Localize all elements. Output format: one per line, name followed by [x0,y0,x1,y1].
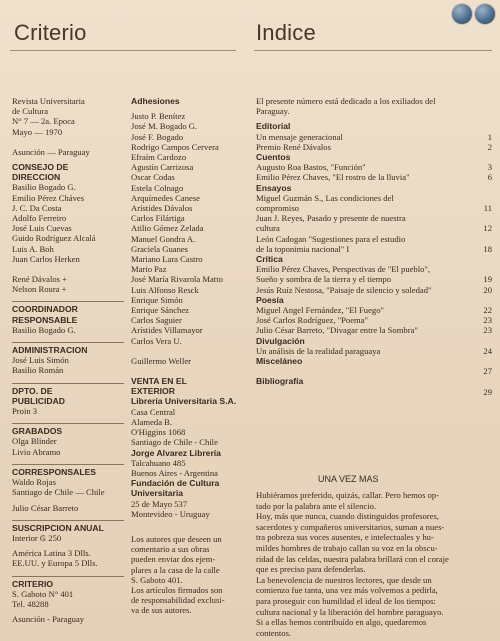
index-entry [256,305,492,315]
dedication-line: El presente número está dedicado a los exiliados del [256,96,436,106]
adherent-name: Oscar Codas [131,172,175,183]
divider [12,423,124,424]
divider [12,576,124,577]
index-entry-page: 6 [487,172,492,183]
adherent-name: Rodrigo Campos Cervera [131,141,219,152]
index-entry-page: 2 [487,141,492,152]
divider [12,342,124,343]
staff-name: Julio César Barreto [12,502,79,513]
index-entry-text: Miguel Angel Fernández, "El Fuego" [256,305,385,316]
index-entry-page: 29 [483,386,492,397]
essay-line: contentos. [256,627,292,638]
index-entry-text: Miguel Guzmán S., Las condiciones del [256,192,394,203]
section-heading: CONSEJO DE [12,162,69,173]
index-entry-text: José Carlos Rodríguez, "Poema" [256,315,369,326]
divider [12,301,124,302]
essay-line: cultura nacional y la liberación del hombre paraguayo. [256,606,444,617]
index-entry-page: 22 [483,305,492,316]
section-heading: GRABADOS [12,426,63,437]
index-entry [256,264,492,274]
bookstore-name: Jorge Alvarez Librería [131,447,221,458]
section-heading: RESPONSABLE [12,314,78,325]
index-entry [256,325,492,335]
staff-name: Basilio Bogado G. [12,324,76,335]
address-line: Buenos Aires - Argentina [131,467,218,478]
index-entry-text: Sueño y sombra de la tierra y el tiempo [256,274,392,285]
staff-name: Waldo Rojas [12,477,56,488]
masthead-line: Mayo — 1970 [12,126,63,137]
index-entry-text: León Cadogan "Sugestiones para el estudio [256,233,406,244]
adherent-name: Manuel Gondra A. [131,233,196,244]
masthead-column [12,96,124,624]
index-entry [256,285,492,295]
staff-name: Adolfo Ferreiro [12,213,67,224]
author-note: comentario a sus obras [131,544,210,555]
staff-name: Juan Carlos Herken [12,253,80,264]
staff-name: Basilio Bogado G. [12,182,76,193]
index-entry-page: 12 [483,223,492,234]
index-entry [256,244,492,254]
adherent-name: Carlos Filártiga [131,213,185,224]
index-entry [256,162,492,172]
address-line: O'Higgins 1068 [131,427,186,438]
staff-name: Livio Abramo [12,446,61,457]
index-entry-page: 24 [483,345,492,356]
section-heading: Adhesiones [131,96,180,106]
index-entry [256,387,492,397]
staff-name: Olga Blinder [12,436,57,447]
section-heading: DIRECCION [12,172,61,183]
adhesiones-column [131,96,251,616]
index-entry [256,172,492,182]
logo-circle-icon [452,4,472,24]
index-entry-text: Jesús Ruíz Nestosa, "Paisaje de silencio y soledad" [256,284,432,295]
index-section-title: Cuentos [256,152,291,163]
index-entry [256,132,492,142]
indice-title: Indice [256,20,316,45]
staff-name: René Dávalos + [12,274,67,285]
index-section-title: Poesía [256,294,284,305]
essay-line: mildes hombres de trabajo callan su voz en la obscu- [256,542,438,553]
index-entry-text: cultura [256,223,280,234]
index-list [256,121,492,396]
index-entry-text: de la toponimia nacional" I [256,243,350,254]
index-entry-page: 20 [483,284,492,295]
adherent-name: Estela Colnago [131,182,184,193]
dedication-line: Paraguay. [256,106,290,117]
author-note: S. Gaboto 401. [131,574,183,585]
staff-name: José Luis Cuevas [12,223,72,234]
author-note: pueden enviar dos ejem- [131,554,216,565]
author-note: va de sus autores. [131,605,192,616]
staff-name: Luis A. Boh [12,243,54,254]
index-entry-page: 18 [483,243,492,254]
adherent-name: Justo P. Benítez [131,111,186,122]
essay-line: La benevolencia de nuestros lectores, que desde un [256,574,432,585]
address-line: Tel. 48288 [12,598,49,609]
index-entry-page: 11 [483,203,492,214]
index-entry [256,223,492,233]
address-line: 25 de Mayo 537 [131,498,188,509]
masthead-line: de Cultura [12,106,49,117]
divider [12,464,124,465]
index-section-title: Editorial [256,121,291,132]
bookstore-name: Universitaria [131,488,184,499]
adherent-name: Arquímedes Canese [131,192,200,203]
staff-name: J. C. Da Costa [12,202,62,213]
index-entry [256,366,492,376]
divider [12,520,124,521]
index-entry [256,274,492,284]
address-line: Santiago de Chile - Chile [131,437,218,448]
right-header-rule [254,50,492,51]
address-line: Montevideo - Uruguay [131,508,210,519]
author-note: de responsabilidad exclusi- [131,595,225,606]
address-line: Talcahuano 485 [131,457,186,468]
adherent-name: Mariano Lara Castro [131,254,203,265]
adherent-name: Efraím Cardozo [131,152,187,163]
index-section-title: Ensayos [256,182,292,193]
section-heading: SUSCRIPCION ANUAL [12,522,104,533]
index-entry-text: Un mensaje generacional [256,131,343,142]
adherent-name: José María Rivarola Matto [131,274,223,285]
index-entry [256,234,492,244]
essay-line: sacerdotes y compañeros universitarios, suman a nues- [256,521,445,532]
section-heading: DPTO. DE [12,385,53,396]
index-entry [256,193,492,203]
author-note: Los autores que deseen un [131,533,222,544]
essay-body [256,490,492,638]
logo-circle-icon [475,4,495,24]
left-header-rule [10,50,236,51]
essay-line: ridad de las celdas, nuestra palabra brillará con el coraje [256,553,449,564]
index-entry-page: 27 [483,366,492,377]
adherent-name: Luis Alfonso Resck [131,284,199,295]
index-entry [256,346,492,356]
staff-name: Basilio Román [12,365,64,376]
adherent-name: José F. Bogado [131,131,184,142]
index-section-title: Divulgación [256,335,305,346]
essay-title: UNA VEZ MAS [318,474,379,484]
bookstore-name: Librería Universitaria S.A. [131,396,237,407]
staff-name: Santiago de Chile — Chile [12,487,105,498]
essay-line: Si a ellas hemos contribuído en algo, quedaremos [256,617,427,628]
index-section-title: Misceláneo [256,356,303,367]
staff-name: Proin 3 [12,406,38,417]
essay-line: comienzo fue tanta, una vez más volvemos a pedirla, [256,585,438,596]
address-line: Casa Central [131,406,176,417]
staff-name: José Luis Simón [12,355,69,366]
subscription-price: América Latina 3 Dlls. [12,548,91,559]
index-entry [256,213,492,223]
index-entry [256,203,492,213]
adherent-name: Carlos Vera U. [131,335,182,346]
index-entry-page: 1 [487,131,492,142]
bookstore-name: Fundación de Cultura [131,478,220,489]
index-entry-text: Un análisis de la realidad paraguaya [256,345,381,356]
address-line: Asunción - Paraguay [12,614,85,625]
index-entry-page: 23 [483,325,492,336]
index-entry-page: 23 [483,315,492,326]
adherent-name: Carlos Saguier [131,315,182,326]
index-entry-text: Emilio Pérez Chaves, "El rostro de la lluvia" [256,172,410,183]
index-column [256,96,492,397]
divider [12,383,124,384]
section-heading: CORRESPONSALES [12,466,97,477]
subscription-price: Interior ₲ 250 [12,532,62,543]
index-entry-text: compromiso [256,203,299,214]
adherent-name: Graciela Guanes [131,243,189,254]
adherent-name: Arístides Villamayor [131,325,203,336]
adherent-name: Enrique Simón [131,294,183,305]
adherent-name: José M. Bogado G. [131,121,198,132]
adherent-name: Enrique Sánchez [131,305,189,316]
essay-line: tado por la palabra ante el silencio. [256,500,377,511]
criterio-title: Criterio [14,20,87,45]
author-note: Los artículos firmados son [131,584,223,595]
index-entry-text: Emilio Pérez Chaves, Perspectivas de "El pueblo", [256,264,431,275]
index-entry-page: 3 [487,162,492,173]
index-entry-text: Premio René Dávalos [256,141,331,152]
section-heading: COORDINADOR [12,304,78,315]
masthead-place: Asunción — Paraguay [12,146,90,157]
index-entry-text: Julio César Barreto, "Divagar entre la Sombra" [256,325,418,336]
section-heading: VENTA EN EL [131,376,187,387]
essay-line: para proseguir con humildad el ideal de los tiempos: [256,595,436,606]
index-entry-page: 19 [483,274,492,285]
section-heading: CRITERIO [12,578,54,589]
index-entry [256,315,492,325]
essay-line: que es preciso para defenderlas. [256,564,366,575]
adherent-name: Arístides Dávalos [131,203,193,214]
author-note: plares a la casa de la calle [131,564,220,575]
adherent-name: Atilio Gómez Zelada [131,223,204,234]
index-entry-text: Augusto Roa Bastos, "Función" [256,162,366,173]
adherent-name: Agustín Carrizosa [131,162,194,173]
essay-line: tra pobreza sus voces ausentes, e intelectuales y hu- [256,532,434,543]
essay-line: Hoy, más que nunca, cuando distinguidos profesores, [256,511,439,522]
adherent-name: Mario Paz [131,264,167,275]
staff-name: Guido Rodríguez Alcalá [12,233,96,244]
index-section-title: Bibliografía [256,376,304,387]
masthead-line: N° 7 — 2a. Epoca [12,116,75,127]
essay-line: Hubiéramos preferido, quizás, callar. Pero hemos op- [256,490,440,500]
address-line: Alameda B. [131,416,173,427]
subscription-price: EE.UU. y Europa 5 Dlls. [12,558,98,569]
staff-name: Nelson Roura + [12,284,67,295]
index-section-title: Crítica [256,254,283,265]
staff-name: Emilio Pérez Cháves [12,192,85,203]
address-line: S. Gaboto N° 401 [12,588,74,599]
section-heading: PUBLICIDAD [12,395,65,406]
masthead-line: Revista Universitaria [12,96,85,106]
index-entry [256,142,492,152]
section-heading: ADMINISTRACION [12,345,88,356]
index-entry-text: Juan J. Reyes, Pasado y presente de nuestra [256,213,406,224]
adherent-name: Guillermo Weller [131,355,192,366]
section-heading: EXTERIOR [131,386,175,397]
